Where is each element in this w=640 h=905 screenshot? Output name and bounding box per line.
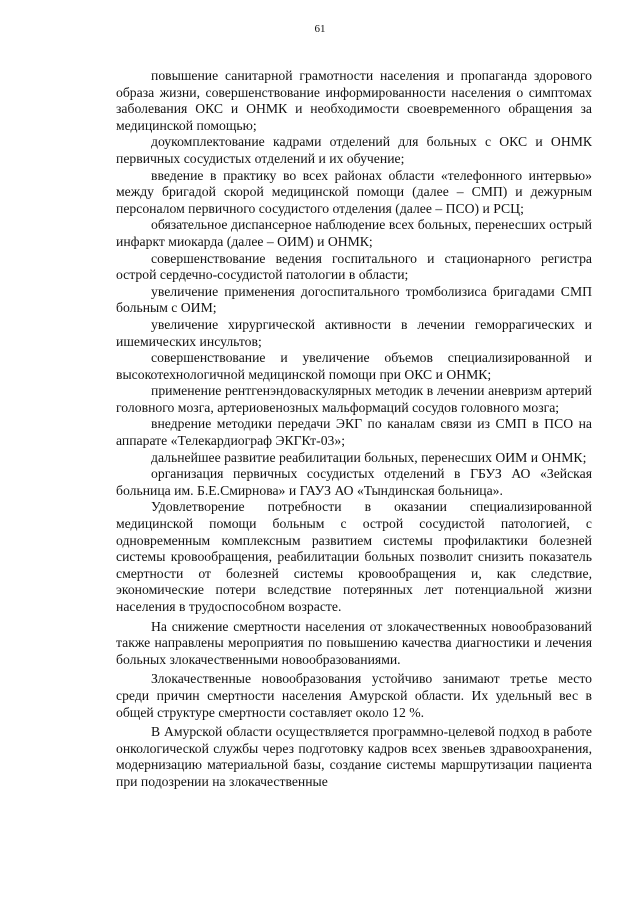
paragraph: увеличение применения догоспитального тромболизиса бригадами СМП больным с ОИМ; xyxy=(116,283,592,316)
paragraph: повышение санитарной грамотности населения и пропаганда здорового образа жизни, совершенствование информированности населения о симптомах заболевания ОКС и ОНМК и необходимости своевременного обращения за медицинской помощью; xyxy=(116,68,592,133)
paragraph: Злокачественные новообразования устойчиво занимают третье место среди причин смертности населения Амурской области. Их удельный вес в общей структуре смертности составляет около 12 %. xyxy=(116,671,592,720)
paragraph: В Амурской области осуществляется программно-целевой подход в работе онкологической службы через подготовку кадров всех звеньев здравоохранения, модернизацию материальной базы, создание системы маршрутизации пациента при подозрении на злокачественные xyxy=(116,724,592,789)
paragraph: Удовлетворение потребности в оказании специализированной медицинской помощи больным с острой сосудистой патологией, с одновременным комплексным развитием системы профилактики болезней системы кровообращения, реабилитации больных позволит снизить показатель смертности от болезней системы кровообращения и, как следствие, экономические потери вследствие потерянных лет потенциальной жизни населения в трудоспособном возрасте. xyxy=(116,499,592,614)
paragraph: применение рентгенэндоваскулярных методик в лечении аневризм артерий головного мозга, артериовенозных мальформаций сосудов головного мозга; xyxy=(116,383,592,415)
document-body xyxy=(116,68,592,791)
paragraph: совершенствование и увеличение объемов специализированной и высокотехнологичной медицинской помощи при ОКС и ОНМК; xyxy=(116,350,592,382)
paragraph: дальнейшее развитие реабилитации больных, перенесших ОИМ и ОНМК; xyxy=(151,449,587,465)
page-number: 61 xyxy=(314,23,326,35)
paragraph: увеличение хирургической активности в лечении геморрагических и ишемических инсультов; xyxy=(116,316,592,349)
paragraph: внедрение методики передачи ЭКГ по каналам связи из СМП в ПСО на аппарате «Телекардиограф ЭКГКт-03»; xyxy=(116,416,592,449)
paragraph: На снижение смертности населения от злокачественных новообразований также направлены мероприятия по повышению качества диагностики и лечения больных злокачественными новообразованиями. xyxy=(116,618,592,667)
paragraph: доукомплектование кадрами отделений для больных с ОКС и ОНМК первичных сосудистых отделений и их обучение; xyxy=(116,134,592,166)
paragraph: организация первичных сосудистых отделений в ГБУЗ АО «Зейская больница им. Б.Е.Смирнова» и ГАУЗ АО «Тындинская больница». xyxy=(116,466,592,498)
paragraph: совершенствование ведения госпитального и стационарного регистра острой сердечно-сосудистой патологии в области; xyxy=(116,250,592,283)
paragraph: введение в практику во всех районах области «телефонного интервью» между бригадой скорой медицинской помощи (далее – СМП) и дежурным персоналом первичного сосудистого отделения (далее – ПСО) и РСЦ; xyxy=(116,167,592,216)
paragraph: обязательное диспансерное наблюдение всех больных, перенесших острый инфаркт миокарда (далее – ОИМ) и ОНМК; xyxy=(116,217,592,249)
